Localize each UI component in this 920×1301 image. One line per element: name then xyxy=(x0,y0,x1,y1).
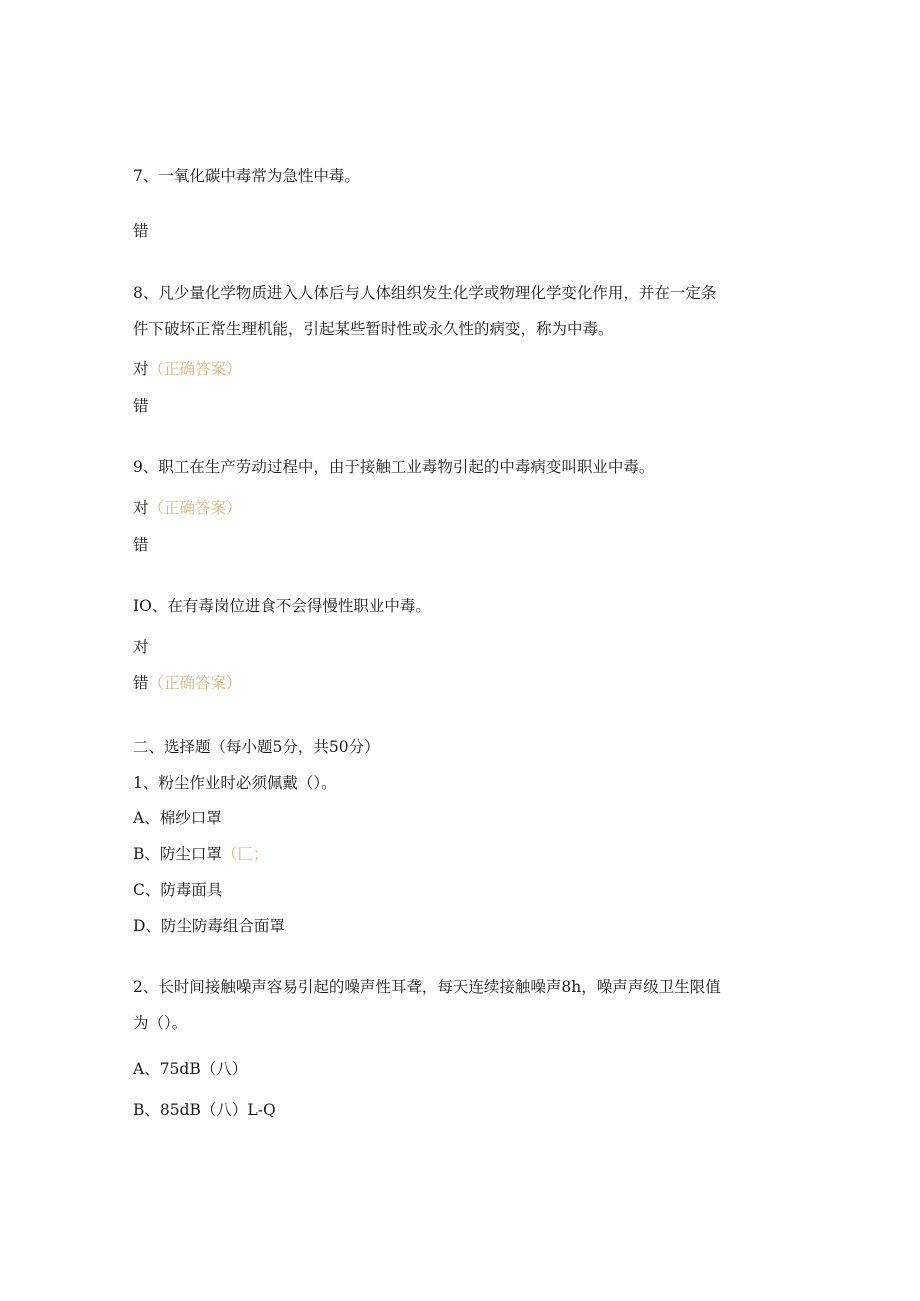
correct-answer-hint: （匚； xyxy=(221,845,269,863)
mc-2-option-b[interactable]: B、85dB（八）L-Q xyxy=(133,1101,276,1119)
correct-answer-hint: （正确答案） xyxy=(148,674,242,692)
question-8-option-wrong[interactable]: 错 xyxy=(133,397,149,415)
question-10-option-wrong[interactable] xyxy=(133,673,242,693)
option-label: B、防尘口罩 xyxy=(133,845,222,863)
correct-answer-hint: （正确答案） xyxy=(148,360,242,378)
correct-answer-hint: （正确答案） xyxy=(148,499,242,517)
question-9-option-wrong[interactable]: 错 xyxy=(133,536,149,554)
mc-2-question-line-1: 2、长时间接触噪声容易引起的噪声性耳聋，每天连续接触噪声8h，噪声声级卫生限值 xyxy=(133,978,721,996)
mc-2-option-a[interactable]: A、75dB（八） xyxy=(133,1060,248,1078)
mc-1-option-b[interactable] xyxy=(133,844,268,864)
section-2-title: 二、选择题（每小题5分，共50分） xyxy=(133,738,380,756)
question-9-text: 9、职工在生产劳动过程中，由于接触工业毒物引起的中毒病变叫职业中毒。 xyxy=(133,458,655,476)
mc-2-question-line-2: 为（）。 xyxy=(133,1014,188,1032)
question-8-text-line-1: 8、凡少量化学物质进入人体后与人体组织发生化学或物理化学变化作用，并在一定条 xyxy=(133,284,717,302)
question-8-text-line-2: 件下破坏正常生理机能，引起某些暂时性或永久性的病变，称为中毒。 xyxy=(133,320,614,338)
question-10-text: IO、在有毒岗位进食不会得慢性职业中毒。 xyxy=(133,597,431,615)
question-7-text: 7、一氧化碳中毒常为急性中毒。 xyxy=(133,167,360,185)
question-7-option-wrong[interactable]: 错 xyxy=(133,222,149,240)
mc-1-option-c[interactable]: C、防毒面具 xyxy=(133,881,223,899)
question-8-option-right[interactable] xyxy=(133,359,242,379)
mc-1-option-a[interactable]: A、棉纱口罩 xyxy=(133,809,222,827)
mc-1-question: 1、粉尘作业时必须佩戴（）。 xyxy=(133,774,337,792)
option-label: 对 xyxy=(133,499,149,517)
option-label: 对 xyxy=(133,360,149,378)
question-9-option-right[interactable] xyxy=(133,498,242,518)
option-label: 错 xyxy=(133,674,149,692)
question-10-option-right[interactable]: 对 xyxy=(133,638,149,656)
mc-1-option-d[interactable]: D、防尘防毒组合面罩 xyxy=(133,917,285,935)
